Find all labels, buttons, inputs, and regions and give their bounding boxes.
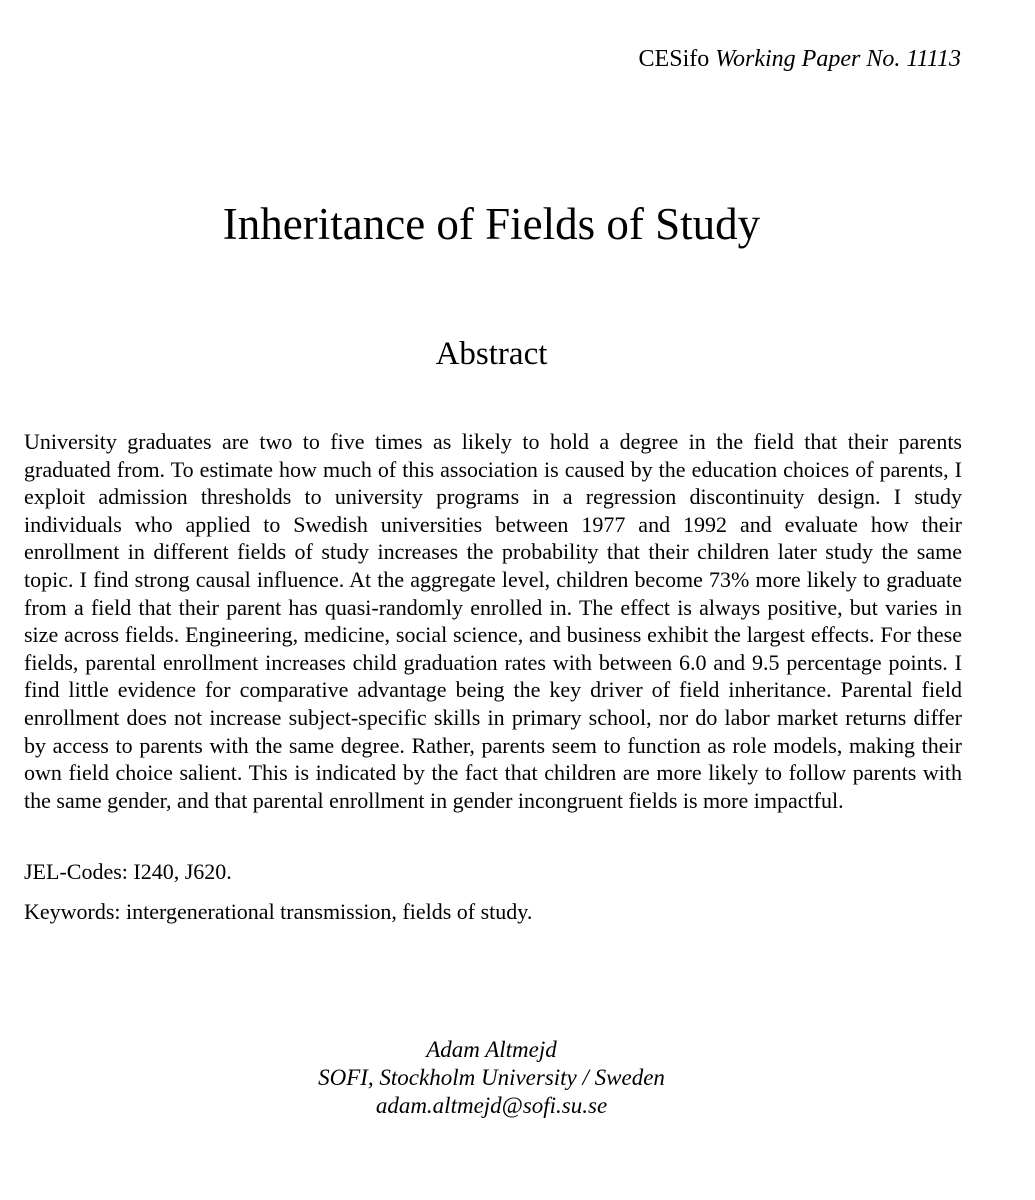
working-paper-header	[639, 44, 961, 74]
author-block	[0, 1036, 983, 1120]
author-affiliation: SOFI, Stockholm University / Sweden	[318, 1065, 665, 1090]
abstract-heading: Abstract	[435, 336, 548, 372]
abstract-text: University graduates are two to five times as likely to hold a degree in the field that their parents graduated from. To estimate how much of this association is caused by the education choices of parents, I exploit admission thresholds to university programs in a regression discontinuity design. I study individuals who applied to Swedish universities between 1977 and 1992 and evaluate how their enrollment in different fields of study increases the probability that their children later study the same topic. I find strong causal influence. At the aggregate level, children become 73% more likely to graduate from a field that their parent has quasi-randomly enrolled in. The effect is always positive, but varies in size across fields. Engineering, medicine, social science, and business exhibit the largest effects. For these fields, parental enrollment increases child graduation rates with between 6.0 and 9.5 percentage points. I find little evidence for comparative advantage being the key driver of field inheritance. Parental field enrollment does not increase subject-specific skills in primary school, nor do labor market returns differ by access to parents with the same degree. Rather, parents seem to function as role models, making their own field choice salient. This is indicated by the fact that children are more likely to follow parents with the same gender, and that parental enrollment in gender incongruent fields is more impactful.	[24, 429, 962, 813]
series-number: Working Paper No. 11113	[715, 46, 961, 72]
author-name: Adam Altmejd	[426, 1037, 557, 1062]
jel-codes: JEL-Codes: I240, J620.	[24, 859, 232, 884]
keywords: Keywords: intergenerational transmission, fields of study.	[24, 899, 533, 924]
author-email: adam.altmejd@sofi.su.se	[375, 1093, 608, 1118]
publisher-name: CESifo	[638, 46, 710, 72]
paper-title: Inheritance of Fields of Study	[222, 199, 761, 249]
